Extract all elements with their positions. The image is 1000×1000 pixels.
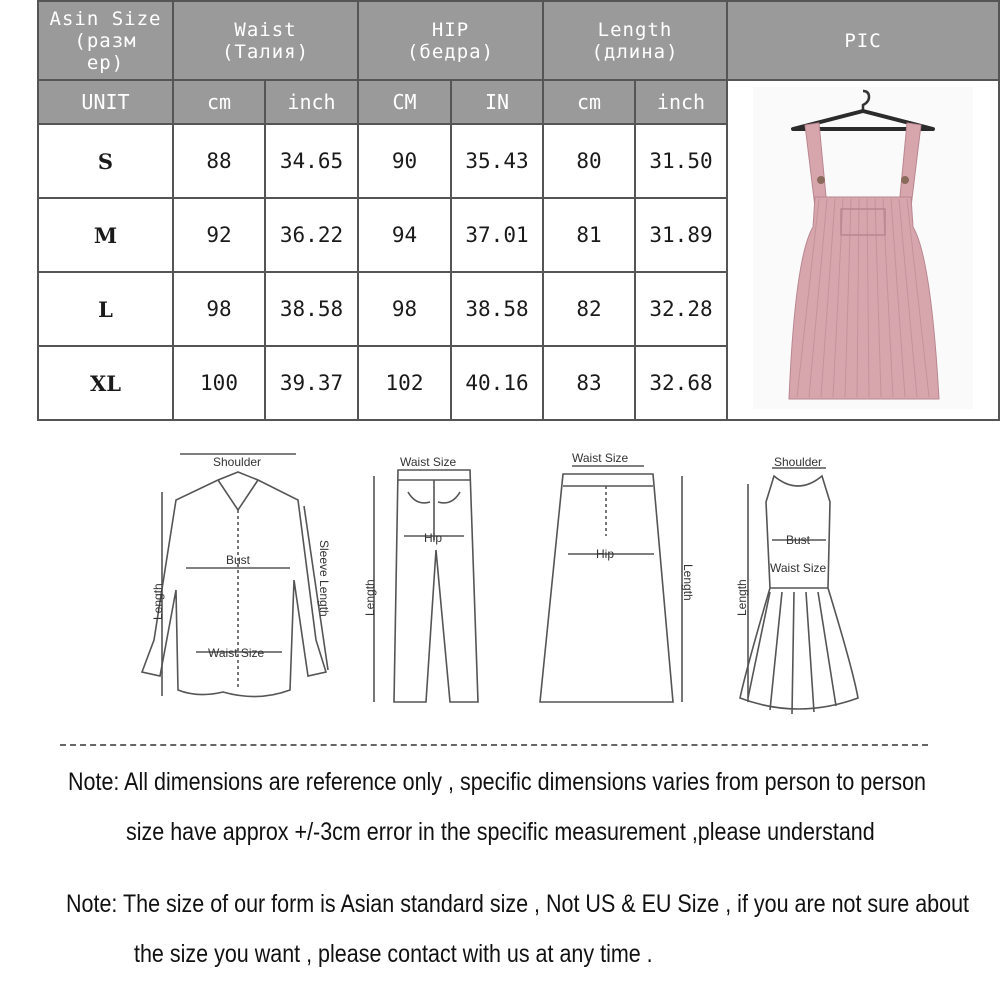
note-2-line-1: Note: The size of our form is Asian standard size , Not US & EU Size , if you are not sure about — [66, 890, 970, 918]
unit-waist-cm: cm — [174, 81, 264, 123]
row-hip-in: 38.58 — [465, 297, 529, 321]
shirt-sleeve-label: Sleeve Length — [317, 540, 331, 617]
row-hip-in: 40.16 — [465, 371, 529, 395]
header-length — [544, 2, 726, 79]
dress-bust-label: Bust — [786, 533, 811, 547]
header-hip-ru: (бедра) — [406, 40, 495, 63]
note-1-line-1: Note: All dimensions are reference only , specific dimensions varies from person to person — [68, 768, 927, 796]
row-waist-in: 38.58 — [279, 297, 344, 321]
row-size: XL — [89, 370, 122, 396]
grid-line — [264, 80, 266, 421]
grid-line — [634, 80, 636, 421]
header-asin-size — [39, 2, 172, 79]
grid-line — [38, 271, 728, 273]
row-size: M — [93, 222, 118, 248]
row-hip-cm: 94 — [391, 223, 418, 247]
header-waist — [174, 2, 357, 79]
row-size: L — [98, 296, 113, 322]
grid-line — [726, 0, 728, 421]
row-hip-in: 35.43 — [465, 149, 529, 173]
pants-waist-label: Waist Size — [400, 455, 457, 469]
row-hip-cm: 98 — [391, 297, 418, 321]
measurement-diagrams — [58, 440, 938, 730]
unit-hip-in: IN — [452, 81, 542, 123]
shirt-diagram — [142, 454, 328, 697]
grid-line — [172, 0, 174, 421]
shirt-length-label: Length — [151, 583, 165, 620]
note-1-line-2: size have approx +/-3cm error in the specific measurement ,please understand — [126, 818, 875, 846]
unit-length-cm: cm — [544, 81, 634, 123]
unit-hip-cm: CM — [359, 81, 450, 123]
pants-length-label: Length — [363, 579, 377, 616]
grid-line — [38, 123, 728, 125]
skirt-diagram — [540, 466, 682, 702]
shirt-waist-label: Waist Size — [208, 646, 265, 660]
unit-label: UNIT — [39, 81, 172, 123]
row-len-cm: 83 — [576, 371, 602, 395]
shirt-shoulder-label: Shoulder — [213, 455, 262, 469]
header-asin-size-en: Asin Size — [49, 7, 162, 30]
row-waist-in: 39.37 — [279, 371, 344, 395]
dress-diagram — [740, 468, 858, 714]
header-waist-en: Waist — [234, 18, 297, 41]
row-len-cm: 82 — [576, 297, 602, 321]
header-length-ru: (длина) — [591, 40, 679, 63]
row-waist-cm: 92 — [206, 223, 232, 247]
row-hip-in: 37.01 — [465, 223, 529, 247]
row-len-in: 31.89 — [649, 223, 713, 247]
dress-waist-label: Waist Size — [770, 561, 827, 575]
row-waist-cm: 100 — [200, 371, 238, 395]
pants-diagram — [374, 470, 478, 702]
dress-shoulder-label: Shoulder — [774, 455, 823, 469]
grid-line — [542, 0, 544, 421]
row-len-in: 31.50 — [649, 149, 713, 173]
row-waist-in: 34.65 — [279, 149, 344, 173]
row-hip-cm: 90 — [391, 149, 418, 173]
dress-length-label: Length — [735, 579, 749, 616]
row-waist-cm: 88 — [206, 149, 232, 173]
grid-line — [38, 345, 728, 347]
grid-line — [450, 80, 452, 421]
header-length-en: Length — [597, 18, 673, 41]
grid-line — [38, 79, 1000, 81]
row-len-cm: 81 — [576, 223, 602, 247]
product-photo — [753, 87, 973, 409]
skirt-hip-label: Hip — [596, 547, 615, 561]
header-hip-en: HIP — [431, 18, 470, 41]
grid-line — [37, 0, 39, 421]
header-pic: PIC — [728, 2, 998, 79]
unit-length-inch: inch — [636, 81, 726, 123]
row-len-cm: 80 — [576, 149, 602, 173]
shirt-bust-label: Bust — [226, 553, 251, 567]
skirt-length-label: Length — [681, 564, 695, 601]
dashed-divider — [60, 744, 928, 746]
skirt-waist-label: Waist Size — [572, 451, 629, 465]
row-len-in: 32.68 — [649, 371, 713, 395]
grid-line — [357, 0, 359, 421]
row-hip-cm: 102 — [385, 371, 424, 395]
header-asin-size-ru: (разм — [74, 29, 137, 52]
header-asin-size-ru2: ер) — [86, 51, 125, 74]
pinafore-dress-icon — [753, 87, 973, 409]
header-hip — [359, 2, 542, 79]
grid-line — [38, 197, 728, 199]
grid-line — [38, 0, 1000, 2]
pants-hip-label: Hip — [424, 531, 443, 545]
grid-line — [38, 419, 1000, 421]
unit-waist-inch: inch — [266, 81, 357, 123]
row-len-in: 32.28 — [649, 297, 713, 321]
row-waist-cm: 98 — [206, 297, 232, 321]
row-waist-in: 36.22 — [279, 223, 344, 247]
header-waist-ru: (Талия) — [221, 40, 310, 63]
note-2-line-2: the size you want , please contact with us at any time . — [134, 940, 653, 968]
row-size: S — [97, 148, 114, 174]
